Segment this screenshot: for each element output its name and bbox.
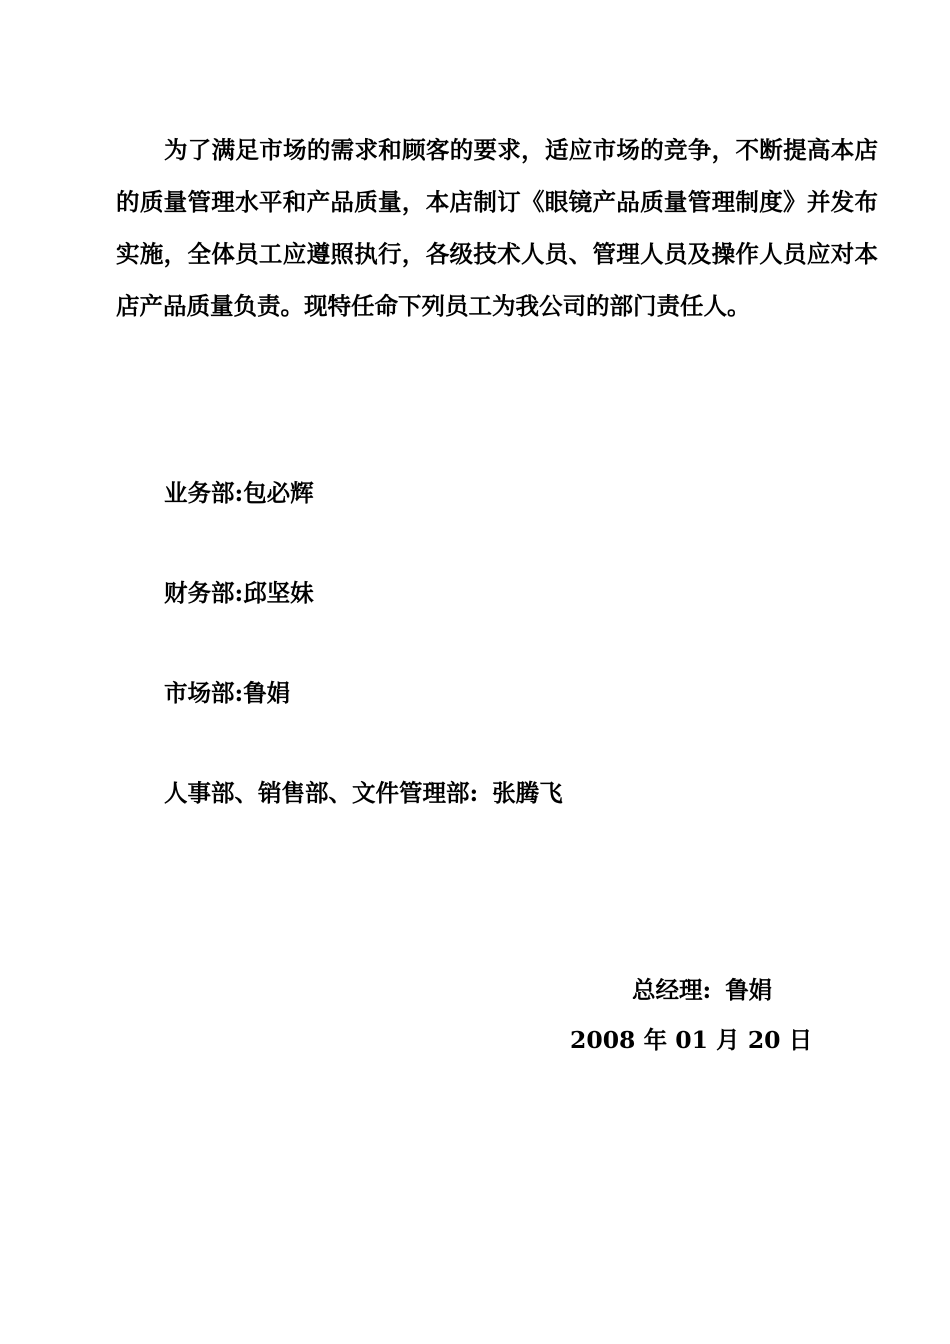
department-label: 市场部: (164, 679, 244, 707)
appointment-intro-paragraph: 为了满足市场的需求和顾客的要求，适应市场的竞争，不断提高本店的质量管理水平和产品质量，本店制订《眼镜产品质量管理制度》并发布实施，全体员工应遵照执行，各级技术人员、管理人员及操作人员应对本店产品质量负责。现特任命下列员工为我公司的部门责任人。 (116, 136, 878, 320)
general-manager-signature (632, 974, 772, 1006)
department-person: 鲁娟 (243, 679, 291, 707)
department-person: 张腾飞 (492, 779, 563, 807)
department-label: 财务部: (164, 579, 244, 607)
signature-name: 鲁娟 (725, 976, 773, 1004)
department-line-hr-sales-docs (164, 777, 563, 809)
department-line-business (164, 477, 314, 509)
department-label: 业务部: (164, 479, 244, 507)
department-person: 邱坚妹 (243, 579, 314, 607)
signature-label: 总经理: (632, 976, 712, 1004)
department-person: 包必辉 (243, 479, 314, 507)
department-label: 人事部、销售部、文件管理部: (164, 779, 479, 807)
document-date: 2008 年 01 月 20 日 (570, 1026, 813, 1054)
department-line-finance (164, 577, 314, 609)
department-line-marketing (164, 677, 290, 709)
